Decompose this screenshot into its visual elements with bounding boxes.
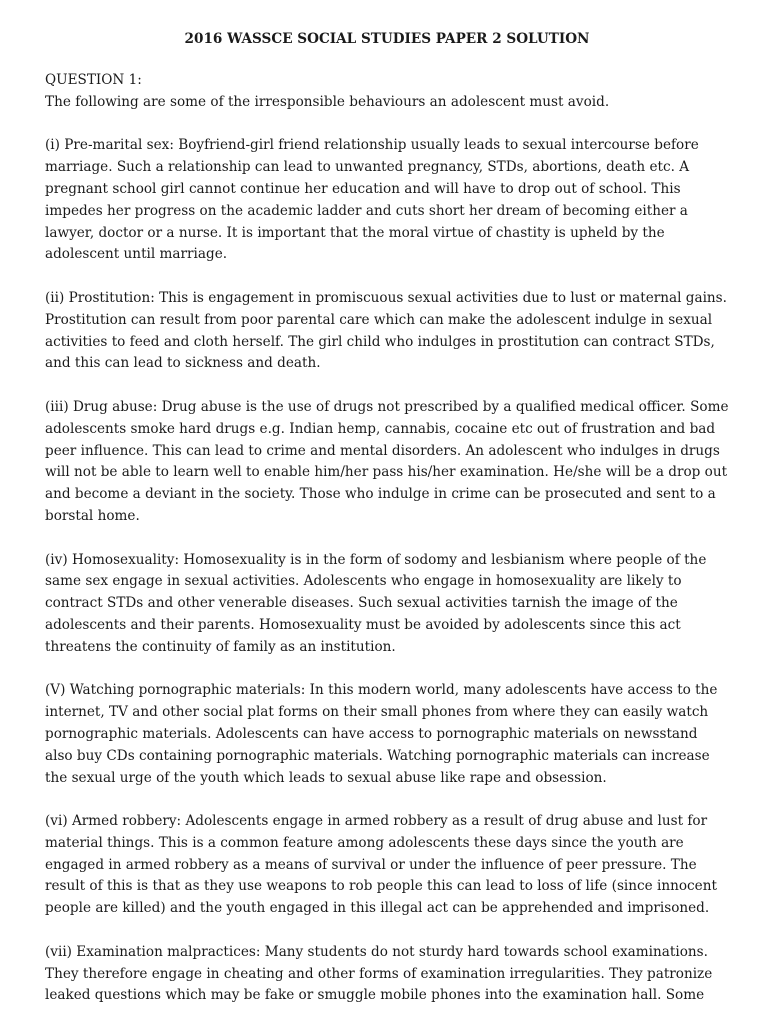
document-title: 2016 WASSCE SOCIAL STUDIES PAPER 2 SOLUTION	[184, 31, 590, 47]
document-page	[45, 28, 729, 1029]
paragraph-drug-abuse: (iii) Drug abuse: Drug abuse is the use of drugs not prescribed by a qualified medical officer. Some adolescents smoke hard drugs e.g. Indian hemp, cannabis, cocaine etc out of frustration and bad peer influence. This can lead to crime and mental disorders. An adolescent who indulges in drugs will not be able to learn well to enable him/her pass his/her examination. He/she will be a drop out and become a deviant in the society. Those who indulge in crime can be prosecuted and sent to a borstal home.	[45, 398, 729, 524]
paragraph-premarital-sex: (i) Pre-marital sex: Boyfriend-girl friend relationship usually leads to sexual intercourse before marriage. Such a relationship can lead to unwanted pregnancy, STDs, abortions, death etc. A pregnant school girl cannot continue her education and will have to drop out of school. This impedes her progress on the academic ladder and cuts short her dream of becoming either a lawyer, doctor or a nurse. It is important that the moral virtue of chastity is upheld by the adolescent until marriage.	[45, 137, 699, 263]
paragraph-prostitution: (ii) Prostitution: This is engagement in promiscuous sexual activities due to lust or maternal gains. Prostitution can result from poor parental care which can make the adolescent indulge in sexual activities to feed and cloth herself. The girl child who indulges in prostitution can contract STDs, and this can lead to sickness and death.	[45, 289, 727, 372]
question-intro: The following are some of the irresponsible behaviours an adolescent must avoid.	[45, 93, 610, 110]
paragraph-homosexuality: (iv) Homosexuality: Homosexuality is in the form of sodomy and lesbianism where people of the same sex engage in sexual activities. Adolescents who engage in homosexuality are likely to contract STDs and other venerable diseases. Such sexual activities tarnish the image of the adolescents and their parents. Homosexuality must be avoided by adolescents since this act threatens the continuity of family as an institution.	[45, 551, 707, 655]
paragraph-armed-robbery: (vi) Armed robbery: Adolescents engage in armed robbery as a result of drug abuse and lust for material things. This is a common feature among adolescents these days since the youth are engaged in armed robbery as a means of survival or under the influence of peer pressure. The result of this is that as they use weapons to rob people this can lead to loss of life (since innocent people are killed) and the youth engaged in this illegal act can be apprehended and imprisoned.	[45, 813, 717, 917]
paragraph-examination-malpractices: (vii) Examination malpractices: Many students do not sturdy hard towards school examinations. They therefore engage in cheating and other forms of examination irregularities. They patronize leaked questions which may be fake or smuggle mobile phones into the examination hall. Some	[45, 943, 713, 1004]
question-heading: QUESTION 1:	[45, 72, 142, 88]
paragraph-pornographic-materials: (V) Watching pornographic materials: In this modern world, many adolescents have access to the internet, TV and other social plat forms on their small phones from where they can easily watch pornographic materials. Adolescents can have access to pornographic materials on newsstand also buy CDs containing pornographic materials. Watching pornographic materials can increase the sexual urge of the youth which leads to sexual abuse like rape and obsession.	[45, 682, 718, 786]
